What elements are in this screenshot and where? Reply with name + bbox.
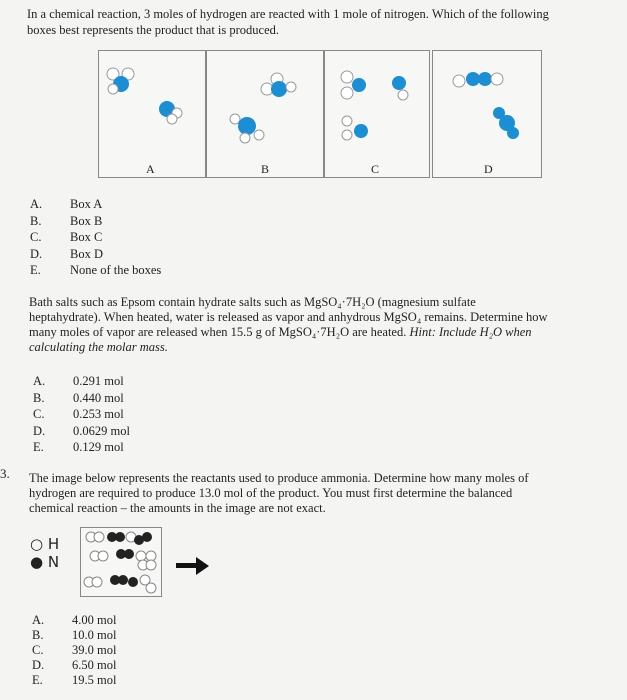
- molecule-boxes: [98, 50, 548, 180]
- question-2-hint: Hint: Include H₂O when calculating the molar mass.: [29, 325, 532, 354]
- question-3-marker: 3.: [0, 466, 10, 481]
- reactant-molecules: [81, 528, 161, 596]
- box-label-d: D: [484, 162, 493, 176]
- option-letter: E.: [32, 673, 43, 687]
- option-text: 0.129 mol: [73, 440, 124, 454]
- box-c: [324, 50, 430, 178]
- box-label-b: B: [261, 162, 270, 176]
- option-letter: C.: [30, 230, 42, 244]
- box-b: [206, 50, 324, 178]
- option-letter: A.: [33, 374, 46, 388]
- option-letter: C.: [32, 643, 44, 657]
- option-text: 0.253 mol: [73, 407, 124, 421]
- option-e[interactable]: [30, 262, 230, 279]
- option-d[interactable]: [33, 423, 233, 440]
- option-c[interactable]: [33, 406, 233, 423]
- option-text: Box C: [70, 230, 103, 244]
- option-text: 0.291 mol: [73, 374, 124, 388]
- option-letter: B.: [30, 213, 42, 228]
- question-3-options: [32, 612, 232, 687]
- option-letter: D.: [30, 246, 43, 261]
- option-d[interactable]: [32, 657, 232, 672]
- legend-nitrogen: [30, 553, 59, 571]
- option-letter: B.: [32, 628, 44, 642]
- box-d-molecules: [433, 51, 541, 151]
- option-letter: E.: [33, 440, 44, 454]
- option-a[interactable]: [30, 196, 230, 213]
- box-label-c: C: [371, 162, 380, 176]
- option-text: Box A: [70, 197, 103, 211]
- option-text: 0.440 mol: [73, 390, 124, 405]
- option-a[interactable]: [32, 612, 232, 627]
- option-b[interactable]: [30, 213, 230, 230]
- option-text: None of the boxes: [70, 263, 162, 277]
- legend-label: H: [47, 535, 60, 553]
- box-label-a: A: [146, 162, 155, 176]
- reactants-box: [80, 527, 162, 597]
- option-b[interactable]: [32, 627, 232, 642]
- option-text: 4.00 mol: [72, 613, 117, 627]
- question-3-text: The image below represents the reactants used to produce ammonia. Determine how many moles of hydrogen are required to produce 13.0 mol of the product. You must first determine the balanced chemical reaction – the amounts in the image are not exact.: [29, 471, 529, 515]
- option-text: 10.0 mol: [72, 628, 117, 642]
- question-2-options: [33, 373, 233, 456]
- option-letter: D.: [33, 423, 46, 438]
- option-text: Box B: [70, 213, 103, 228]
- box-a-molecules: [99, 51, 205, 151]
- option-letter: A.: [32, 613, 45, 627]
- legend-label: N: [47, 553, 60, 571]
- option-b[interactable]: [33, 390, 233, 407]
- question-1-text: In a chemical reaction, 3 moles of hydrogen are reacted with 1 mole of nitrogen. Which of the following boxes best represents the product that is produced.: [27, 7, 549, 37]
- option-letter: D.: [32, 658, 45, 672]
- option-a[interactable]: [33, 373, 233, 390]
- option-letter: C.: [33, 407, 45, 421]
- reaction-arrow-icon: [176, 556, 210, 576]
- option-c[interactable]: [30, 229, 230, 246]
- option-letter: E.: [30, 263, 41, 277]
- question-2-text: [29, 295, 549, 355]
- option-c[interactable]: [32, 642, 232, 657]
- atom-legend: [30, 535, 59, 571]
- nitrogen-symbol-icon: ●: [30, 553, 44, 571]
- option-text: 39.0 mol: [72, 643, 117, 657]
- option-letter: A.: [30, 197, 43, 211]
- option-e[interactable]: [32, 672, 232, 687]
- box-d: [432, 50, 542, 178]
- question-2-body: Bath salts such as Epsom contain hydrate salts such as MgSO₄·7H₂O (magnesium sulfate heptahydrate). When heated, water is released as vapor and anhydrous MgSO₄ remains. Determine how many moles of vapor are released when 15.5 g of MgSO₄·7H₂O are heated.: [29, 295, 548, 339]
- hydrogen-symbol-icon: ○: [30, 535, 44, 553]
- box-a: [98, 50, 206, 178]
- legend-hydrogen: [30, 535, 59, 553]
- option-text: 0.0629 mol: [73, 423, 130, 438]
- box-b-molecules: [207, 51, 323, 151]
- option-text: 6.50 mol: [72, 658, 117, 672]
- option-e[interactable]: [33, 439, 233, 456]
- option-text: Box D: [70, 246, 103, 261]
- question-1-options: [30, 196, 230, 279]
- option-text: 19.5 mol: [72, 673, 117, 687]
- box-c-molecules: [325, 51, 429, 151]
- option-d[interactable]: [30, 246, 230, 263]
- option-letter: B.: [33, 390, 45, 405]
